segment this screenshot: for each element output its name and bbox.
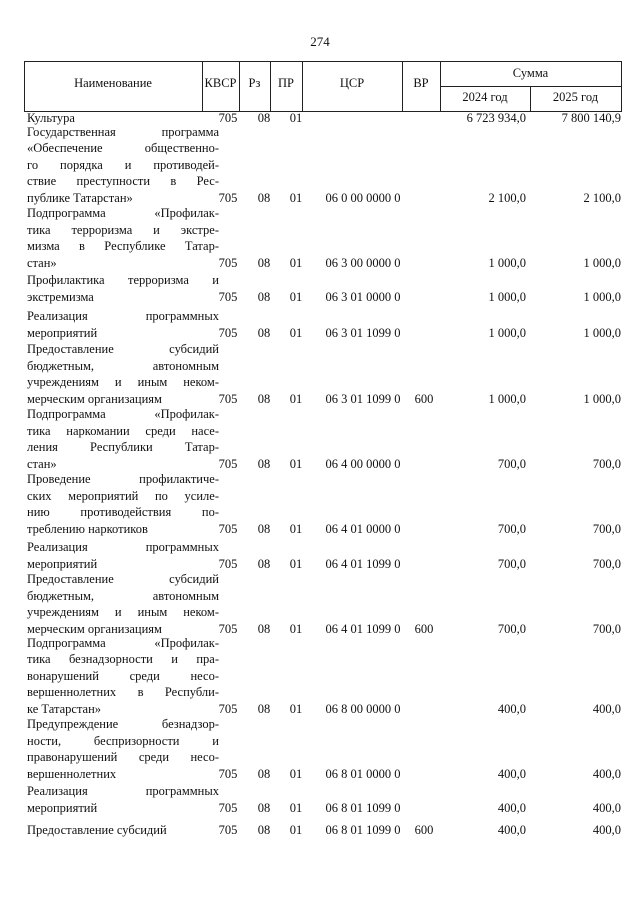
row-rz: 08: [257, 800, 271, 815]
row-csr: 06 0 00 0000 0: [325, 190, 401, 205]
table-row: [24, 341, 621, 407]
row-csr: 06 4 01 0000 0: [325, 521, 401, 536]
header-kvsr: КВСР: [204, 76, 237, 90]
row-name: [27, 783, 219, 816]
row-vr: 600: [414, 822, 434, 837]
row-sum-2025: 700,0: [592, 521, 621, 536]
row-sum-2024: 400,0: [497, 800, 526, 815]
row-sum-2025: 1 000,0: [583, 325, 621, 340]
header-csr: ЦСР: [339, 76, 365, 90]
row-name-line: мизма в Республике Татар-: [27, 239, 219, 253]
row-kvsr: 705: [218, 391, 238, 406]
row-rz: 08: [257, 621, 271, 636]
row-name-line: Реализация программных: [27, 784, 219, 798]
row-pr: 01: [289, 255, 303, 270]
row-name-line: Проведение профилактиче-: [27, 472, 219, 486]
row-csr: 06 4 00 0000 0: [325, 456, 401, 471]
row-sum-2024: 2 100,0: [488, 190, 526, 205]
table-header: [24, 61, 621, 112]
row-name: [27, 471, 219, 537]
row-csr: 06 3 01 1099 0: [325, 325, 401, 340]
row-name-line: ке Татарстан»: [27, 701, 102, 716]
row-vr: 600: [414, 391, 434, 406]
row-kvsr: 705: [218, 255, 238, 270]
row-name: [27, 308, 219, 341]
row-name-line: «Обеспечение общественно-: [27, 141, 219, 155]
row-name-line: Государственная программа: [27, 124, 219, 139]
row-csr: 06 8 01 1099 0: [325, 800, 401, 815]
row-kvsr: 705: [218, 325, 238, 340]
row-rz: 08: [257, 521, 271, 536]
table-row: [24, 716, 621, 782]
row-rz: 08: [257, 190, 271, 205]
row-csr: 06 3 01 1099 0: [325, 391, 401, 406]
row-name-line: вонарушений среди несо-: [27, 668, 219, 683]
row-sum-2024: 6 723 934,0: [466, 110, 526, 125]
row-name-line: правонарушений среди несо-: [27, 750, 219, 764]
row-name-line: бюджетным, автономным: [27, 588, 219, 603]
row-sum-2024: 700,0: [497, 521, 526, 536]
row-rz: 08: [257, 556, 271, 571]
row-kvsr: 705: [218, 190, 238, 205]
row-name-line: публике Татарстан»: [27, 190, 133, 205]
row-rz: 08: [257, 456, 271, 471]
row-kvsr: 705: [218, 766, 238, 781]
row-sum-2024: 700,0: [497, 556, 526, 571]
row-name: [27, 539, 219, 572]
header-rz: Рз: [248, 76, 261, 90]
row-name: [27, 205, 219, 271]
table-row: [24, 822, 621, 839]
row-name-line: тика безнадзорности и пра-: [27, 652, 219, 666]
row-pr: 01: [289, 190, 303, 205]
row-rz: 08: [257, 766, 271, 781]
row-rz: 08: [257, 391, 271, 406]
row-pr: 01: [289, 325, 303, 340]
row-name-line: стан»: [27, 456, 57, 471]
row-csr: 06 4 01 1099 0: [325, 621, 401, 636]
row-sum-2025: 700,0: [592, 621, 621, 636]
row-sum-2025: 400,0: [592, 800, 621, 815]
row-kvsr: 705: [218, 289, 238, 304]
header-name: Наименование: [74, 76, 152, 90]
table-row: [24, 272, 621, 305]
row-name-line: Подпрограмма «Профилак-: [27, 407, 219, 421]
row-pr: 01: [289, 701, 303, 716]
row-pr: 01: [289, 822, 303, 837]
row-name-line: Предоставление субсидий: [27, 572, 219, 586]
table-row: [24, 308, 621, 341]
row-kvsr: 705: [218, 456, 238, 471]
row-csr: 06 3 00 0000 0: [325, 255, 401, 270]
row-sum-2024: 700,0: [497, 621, 526, 636]
row-pr: 01: [289, 766, 303, 781]
row-name: [27, 124, 219, 207]
col-border: [621, 61, 622, 112]
row-name-line: экстремизма: [27, 289, 94, 304]
header-2024: 2024 год: [462, 90, 508, 104]
row-csr: 06 8 01 0000 0: [325, 766, 401, 781]
table-row: [24, 205, 621, 271]
row-sum-2025: 1 000,0: [583, 391, 621, 406]
row-kvsr: 705: [218, 521, 238, 536]
row-kvsr: 705: [218, 556, 238, 571]
row-name-line: Реализация программных: [27, 309, 219, 323]
row-csr: 06 4 01 1099 0: [325, 556, 401, 571]
row-sum-2024: 1 000,0: [488, 255, 526, 270]
row-name-line: тика наркомании среди насе-: [27, 423, 219, 438]
row-sum-2024: 1 000,0: [488, 289, 526, 304]
row-rz: 08: [257, 289, 271, 304]
row-sum-2025: 400,0: [592, 701, 621, 716]
header-top-border: [24, 61, 621, 62]
row-name-line: го порядка и противодей-: [27, 157, 219, 172]
row-pr: 01: [289, 556, 303, 571]
table-row: [24, 783, 621, 816]
row-rz: 08: [257, 110, 271, 125]
header-sum: Сумма: [512, 66, 549, 80]
row-name-line: тика терроризма и экстре-: [27, 222, 219, 237]
row-pr: 01: [289, 800, 303, 815]
row-name-line: стан»: [27, 255, 57, 270]
row-name-line: Культура: [27, 110, 75, 125]
row-name: [27, 406, 219, 472]
row-name-line: Подпрограмма «Профилак-: [27, 635, 219, 650]
row-name-line: мерческим организациям: [27, 621, 162, 636]
row-csr: 06 8 01 1099 0: [325, 822, 401, 837]
row-csr: 06 8 00 0000 0: [325, 701, 401, 716]
table-row: [24, 471, 621, 537]
row-name-line: ских мероприятий по усиле-: [27, 488, 219, 503]
header-vr: ВР: [413, 76, 429, 90]
row-kvsr: 705: [218, 701, 238, 716]
row-sum-2024: 1 000,0: [488, 325, 526, 340]
row-name-line: Подпрограмма «Профилак-: [27, 206, 219, 220]
table-row: [24, 571, 621, 637]
row-vr: 600: [414, 621, 434, 636]
row-sum-2025: 1 000,0: [583, 255, 621, 270]
table-row: [24, 539, 621, 572]
row-kvsr: 705: [218, 800, 238, 815]
row-sum-2025: 7 800 140,9: [561, 110, 621, 125]
row-sum-2025: 400,0: [592, 822, 621, 837]
row-name: [27, 716, 219, 782]
row-pr: 01: [289, 621, 303, 636]
row-name-line: Предоставление субсидий: [27, 342, 219, 356]
row-sum-2024: 700,0: [497, 456, 526, 471]
row-name-line: ления Республики Татар-: [27, 440, 219, 454]
row-name-line: учреждениям и иным неком-: [27, 375, 219, 389]
table-row: [24, 635, 621, 718]
row-name-line: треблению наркотиков: [27, 521, 148, 536]
row-sum-2025: 700,0: [592, 556, 621, 571]
row-name-line: Предоставление субсидий: [27, 822, 167, 837]
table-row: [24, 124, 621, 207]
row-sum-2024: 400,0: [497, 766, 526, 781]
row-sum-2024: 1 000,0: [488, 391, 526, 406]
row-sum-2024: 400,0: [497, 701, 526, 716]
row-name-line: Предупреждение безнадзор-: [27, 717, 219, 731]
row-rz: 08: [257, 701, 271, 716]
row-name-line: вершеннолетних в Республи-: [27, 685, 219, 699]
row-rz: 08: [257, 822, 271, 837]
row-sum-2025: 400,0: [592, 766, 621, 781]
row-name-line: мероприятий: [27, 325, 98, 340]
row-name: [27, 822, 219, 839]
row-name: [27, 571, 219, 637]
row-sum-2025: 2 100,0: [583, 190, 621, 205]
row-name: [27, 635, 219, 718]
row-kvsr: 705: [218, 621, 238, 636]
row-name-line: мероприятий: [27, 556, 98, 571]
row-kvsr: 705: [218, 110, 238, 125]
row-rz: 08: [257, 255, 271, 270]
row-pr: 01: [289, 110, 303, 125]
row-pr: 01: [289, 391, 303, 406]
header-2025: 2025 год: [552, 90, 599, 104]
page-number: 274: [310, 34, 330, 49]
row-name-line: учреждениям и иным неком-: [27, 605, 219, 619]
row-sum-2025: 700,0: [592, 456, 621, 471]
row-name-line: нию противодействия по-: [27, 505, 219, 519]
header-pr: ПР: [278, 76, 294, 90]
row-name-line: бюджетным, автономным: [27, 358, 219, 373]
row-pr: 01: [289, 456, 303, 471]
row-name-line: Профилактика терроризма и: [27, 273, 219, 287]
table-row: [24, 406, 621, 472]
row-name-line: мероприятий: [27, 800, 98, 815]
row-name-line: Реализация программных: [27, 540, 219, 554]
row-name-line: мерческим организациям: [27, 391, 162, 406]
row-pr: 01: [289, 289, 303, 304]
row-kvsr: 705: [218, 822, 238, 837]
row-rz: 08: [257, 325, 271, 340]
row-name-line: ности, беспризорности и: [27, 733, 219, 748]
row-name: [27, 341, 219, 407]
row-name-line: ствие преступности в Рес-: [27, 174, 219, 188]
row-name: [27, 272, 219, 305]
row-name-line: вершеннолетних: [27, 766, 117, 781]
row-csr: 06 3 01 0000 0: [325, 289, 401, 304]
row-pr: 01: [289, 521, 303, 536]
row-sum-2025: 1 000,0: [583, 289, 621, 304]
row-sum-2024: 400,0: [497, 822, 526, 837]
